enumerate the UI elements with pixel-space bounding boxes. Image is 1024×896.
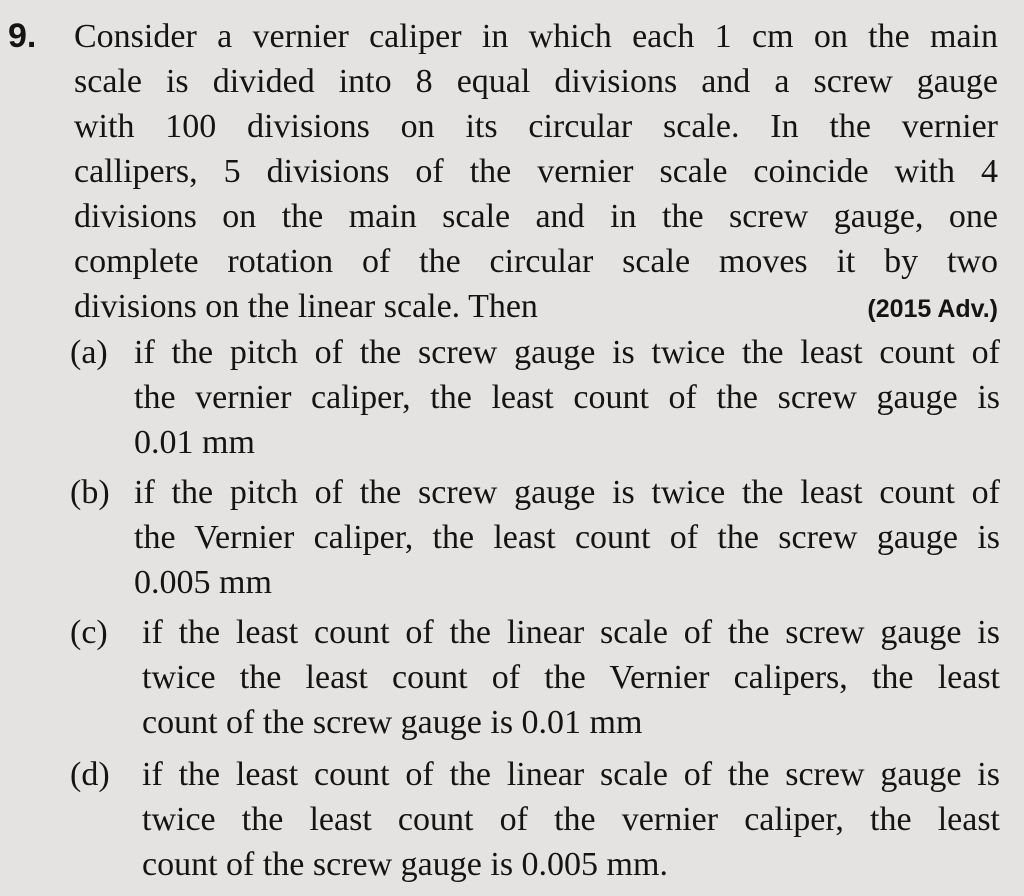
option-text — [142, 752, 1000, 887]
option-line: twice the least count of the vernier caliper, the least — [142, 801, 1000, 838]
stem-line: divisions on the linear scale. Then — [74, 288, 538, 325]
option-line: twice the least count of the Vernier calipers, the least — [142, 659, 1000, 696]
exam-source-tag: (2015 Adv.) — [867, 295, 998, 323]
option-label: (a) — [70, 334, 108, 371]
option-line: 0.01 mm — [134, 424, 255, 461]
stem-last-line-row — [74, 284, 998, 329]
stem-line: complete rotation of the circular scale moves it by two — [74, 243, 998, 280]
stem-line: with 100 divisions on its circular scale. In the vernier — [74, 108, 998, 145]
option-line: count of the screw gauge is 0.01 mm — [142, 704, 643, 741]
option-text — [134, 330, 1000, 465]
option-label: (b) — [70, 474, 110, 511]
stem-line: scale is divided into 8 equal divisions and a screw gauge — [74, 63, 998, 100]
stem-line: callipers, 5 divisions of the vernier scale coincide with 4 — [74, 153, 998, 190]
option-line: the Vernier caliper, the least count of the screw gauge is — [134, 519, 1000, 556]
option-line: 0.005 mm — [134, 564, 272, 601]
option-text — [134, 470, 1000, 605]
option-line: the vernier caliper, the least count of the screw gauge is — [134, 379, 1000, 416]
option-line: if the pitch of the screw gauge is twice the least count of — [134, 334, 1000, 371]
option-label: (c) — [70, 614, 108, 651]
option-line: if the pitch of the screw gauge is twice the least count of — [134, 474, 1000, 511]
option-line: count of the screw gauge is 0.005 mm. — [142, 846, 668, 883]
option-line: if the least count of the linear scale of the screw gauge is — [142, 614, 1000, 651]
question-number: 9. — [8, 17, 37, 55]
option-line: if the least count of the linear scale of the screw gauge is — [142, 756, 1000, 793]
stem-line: Consider a vernier caliper in which each 1 cm on the main — [74, 18, 998, 55]
question-stem — [74, 14, 998, 329]
option-text — [142, 610, 1000, 745]
option-label: (d) — [70, 756, 110, 793]
stem-line: divisions on the main scale and in the screw gauge, one — [74, 198, 998, 235]
